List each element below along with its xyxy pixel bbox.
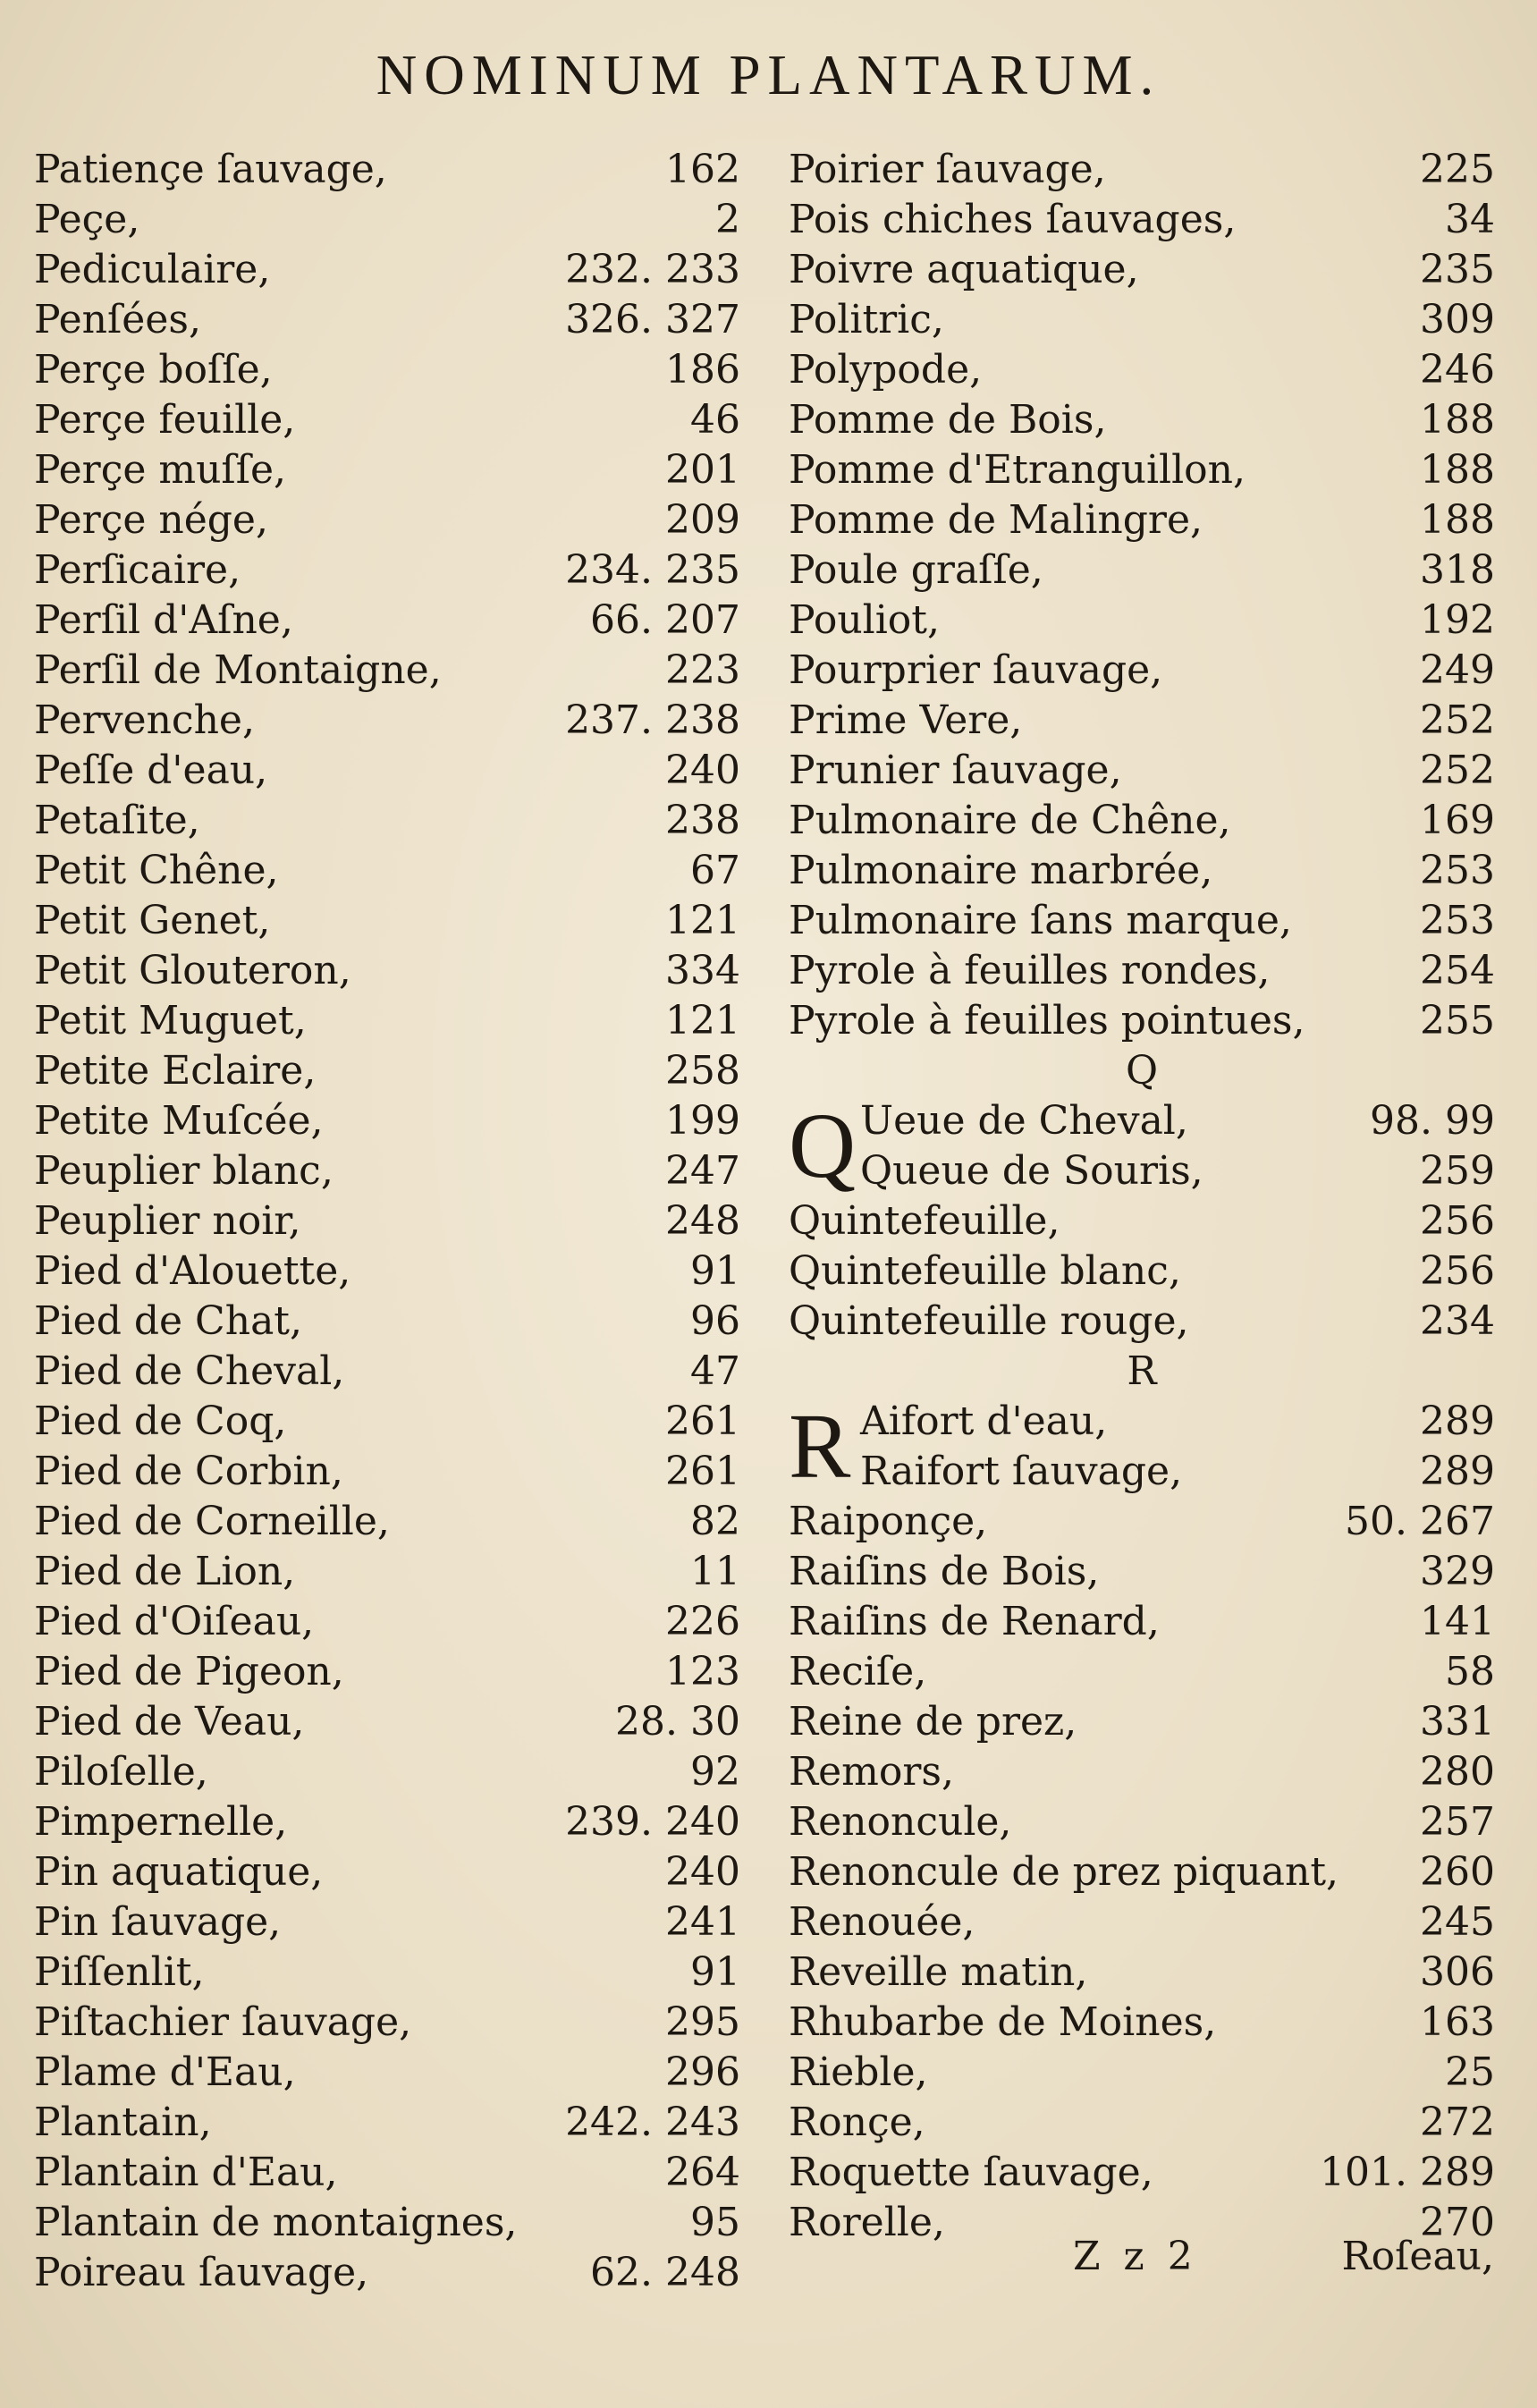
plant-name: Poule graſſe, xyxy=(789,547,1043,593)
index-entry xyxy=(789,2098,1495,2148)
index-entry xyxy=(789,696,1495,746)
page-numbers: 47 xyxy=(690,1348,740,1394)
index-entry xyxy=(789,996,1495,1046)
index-entry xyxy=(789,896,1495,946)
plant-name: Perſicaire, xyxy=(34,547,241,593)
plant-name: Polypode, xyxy=(789,347,983,393)
plant-name: Peſſe d'eau, xyxy=(34,748,268,793)
index-entry xyxy=(34,946,740,996)
index-entry xyxy=(34,1046,740,1096)
page-numbers: 248 xyxy=(665,1198,740,1244)
page-numbers: 162 xyxy=(665,147,740,192)
index-entry xyxy=(789,1847,1495,1897)
index-entry xyxy=(34,395,740,445)
plant-name: Petit Muguet, xyxy=(34,998,307,1043)
page-numbers: 237. 238 xyxy=(565,697,740,743)
page-numbers: 241 xyxy=(665,1899,740,1945)
index-entry xyxy=(789,1447,1495,1497)
plant-name: Pouliot, xyxy=(789,597,940,643)
page-numbers: 141 xyxy=(1420,1599,1495,1644)
index-entry xyxy=(789,1497,1495,1547)
plant-name: Ronçe, xyxy=(789,2100,925,2145)
index-entry xyxy=(34,1597,740,1647)
plant-name: Pied de Corbin, xyxy=(34,1449,343,1494)
index-entry xyxy=(34,896,740,946)
plant-name: Reciſe, xyxy=(789,1649,927,1694)
page-numbers: 34 xyxy=(1445,197,1495,242)
index-entry xyxy=(789,195,1495,245)
index-entry xyxy=(34,1096,740,1146)
index-entry xyxy=(789,596,1495,646)
plant-name: Quintefeuille rouge, xyxy=(789,1298,1189,1344)
index-entry xyxy=(34,1347,740,1397)
index-entry xyxy=(34,696,740,746)
page-numbers: 186 xyxy=(665,347,740,393)
page-numbers: 306 xyxy=(1420,1949,1495,1995)
plant-name: Petite Muſcée, xyxy=(34,1098,324,1144)
index-entry xyxy=(34,2048,740,2098)
index-entry xyxy=(34,1297,740,1347)
index-entry xyxy=(34,545,740,596)
plant-name: Renouée, xyxy=(789,1899,975,1945)
letter-divider xyxy=(789,1347,1495,1397)
index-entry xyxy=(34,2248,740,2298)
drop-cap: R xyxy=(789,1395,851,1498)
plant-name: Pyrole à feuilles rondes, xyxy=(789,948,1271,993)
plant-name: Patiençe ſauvage, xyxy=(34,147,387,192)
plant-name: Rorelle, xyxy=(789,2200,945,2245)
page-numbers: 238 xyxy=(665,798,740,843)
page-numbers: 169 xyxy=(1420,798,1495,843)
page-numbers: 225 xyxy=(1420,147,1495,192)
plant-name: Petit Chêne, xyxy=(34,848,279,893)
index-entry xyxy=(34,1948,740,1998)
index-entry xyxy=(34,2198,740,2248)
page-numbers: 254 xyxy=(1420,948,1495,993)
plant-name: Petaſite, xyxy=(34,798,200,843)
index-entry xyxy=(34,2098,740,2148)
index-entry xyxy=(34,796,740,846)
index-entry xyxy=(789,545,1495,596)
plant-name: Peuplier blanc, xyxy=(34,1148,334,1194)
plant-name: Remors, xyxy=(789,1749,954,1795)
index-entry xyxy=(789,746,1495,796)
plant-name: Pomme de Bois, xyxy=(789,397,1107,443)
page-numbers: 235 xyxy=(1420,247,1495,292)
plant-name: Poivre aquatique, xyxy=(789,247,1139,292)
page-numbers: 121 xyxy=(665,898,740,943)
plant-name: Plantain d'Eau, xyxy=(34,2150,338,2195)
catchword: Roſeau, xyxy=(1341,2234,1494,2279)
page-numbers: 82 xyxy=(690,1499,740,1544)
index-entry xyxy=(789,295,1495,345)
page-header: NOMINUM PLANTARUM. xyxy=(376,44,1161,106)
page-numbers: 188 xyxy=(1420,497,1495,543)
plant-name: Pimpernelle, xyxy=(34,1799,288,1845)
page-numbers: 252 xyxy=(1420,748,1495,793)
index-entry xyxy=(34,1647,740,1697)
plant-name: Perſil d'Aſne, xyxy=(34,597,293,643)
index-entry xyxy=(34,345,740,395)
index-entry xyxy=(789,796,1495,846)
plant-name: Reveille matin, xyxy=(789,1949,1088,1995)
plant-name: Plantain, xyxy=(34,2100,212,2145)
page-numbers: 2 xyxy=(715,197,740,242)
page-numbers: 295 xyxy=(665,1999,740,2045)
plant-name: Quintefeuille blanc, xyxy=(789,1248,1181,1294)
plant-name: Pied d'Alouette, xyxy=(34,1248,351,1294)
index-entry xyxy=(34,1146,740,1196)
plant-name: Pied de Lion, xyxy=(34,1549,296,1594)
index-entry xyxy=(789,1196,1495,1246)
page-numbers: 318 xyxy=(1420,547,1495,593)
index-column-right xyxy=(789,145,1495,2248)
page-numbers: 329 xyxy=(1420,1549,1495,1594)
page-numbers: 188 xyxy=(1420,397,1495,443)
page-numbers: 253 xyxy=(1420,898,1495,943)
index-entry xyxy=(789,1897,1495,1948)
plant-name: Perſil de Montaigne, xyxy=(34,647,442,693)
page-numbers: 245 xyxy=(1420,1899,1495,1945)
page-numbers: 296 xyxy=(665,2049,740,2095)
index-entry xyxy=(789,345,1495,395)
index-entry xyxy=(789,1998,1495,2048)
plant-name: Raiſins de Bois, xyxy=(789,1549,1100,1594)
page-numbers: 188 xyxy=(1420,447,1495,493)
plant-name: Petit Glouteron, xyxy=(34,948,351,993)
section-letter: R xyxy=(1127,1348,1157,1394)
index-entry xyxy=(34,495,740,545)
plant-name: Pyrole à feuilles pointues, xyxy=(789,998,1305,1043)
plant-name: Piloſelle, xyxy=(34,1749,208,1795)
page-numbers: 240 xyxy=(665,748,740,793)
index-entry xyxy=(34,846,740,896)
index-entry xyxy=(789,646,1495,696)
index-entry xyxy=(34,746,740,796)
page-numbers: 256 xyxy=(1420,1198,1495,1244)
page-numbers: 98. 99 xyxy=(1370,1098,1495,1144)
plant-name: Pin aquatique, xyxy=(34,1849,324,1895)
plant-name: Renoncule, xyxy=(789,1799,1012,1845)
plant-name: Pied de Veau, xyxy=(34,1699,305,1745)
page-numbers: 309 xyxy=(1420,297,1495,342)
index-entry xyxy=(34,1797,740,1847)
plant-name: Quintefeuille, xyxy=(789,1198,1060,1244)
index-entry xyxy=(789,1697,1495,1747)
plant-name: Pomme d'Etranguillon, xyxy=(789,447,1246,493)
index-entry xyxy=(789,1246,1495,1297)
plant-name: Peçe, xyxy=(34,197,140,242)
index-entry xyxy=(789,1747,1495,1797)
page-numbers: 199 xyxy=(665,1098,740,1144)
drop-cap: Q xyxy=(789,1094,857,1197)
page-numbers: 28. 30 xyxy=(615,1699,740,1745)
page-numbers: 257 xyxy=(1420,1799,1495,1845)
plant-name: Politric, xyxy=(789,297,944,342)
index-entry xyxy=(789,1597,1495,1647)
index-entry xyxy=(34,445,740,495)
plant-name: Pied de Corneille, xyxy=(34,1499,390,1544)
page-numbers: 246 xyxy=(1420,347,1495,393)
page-numbers: 249 xyxy=(1420,647,1495,693)
page-numbers: 11 xyxy=(690,1549,740,1594)
index-entry xyxy=(789,1297,1495,1347)
plant-name: Queue de Souris, xyxy=(860,1148,1203,1194)
index-entry xyxy=(34,1847,740,1897)
plant-name: Petite Eclaire, xyxy=(34,1048,317,1094)
plant-name: Aifort d'eau, xyxy=(860,1398,1108,1444)
index-entry xyxy=(789,1146,1495,1196)
plant-name: Pied de Pigeon, xyxy=(34,1649,344,1694)
index-entry xyxy=(789,495,1495,545)
page-numbers: 272 xyxy=(1420,2100,1495,2145)
index-entry xyxy=(789,1547,1495,1597)
page-numbers: 192 xyxy=(1420,597,1495,643)
index-entry xyxy=(789,245,1495,295)
index-entry xyxy=(34,1547,740,1597)
page-numbers: 95 xyxy=(690,2200,740,2245)
index-entry xyxy=(789,846,1495,896)
page-numbers: 91 xyxy=(690,1949,740,1995)
index-entry xyxy=(789,946,1495,996)
page-numbers: 240 xyxy=(665,1849,740,1895)
index-entry xyxy=(789,2148,1495,2198)
page-numbers: 25 xyxy=(1445,2049,1495,2095)
index-entry xyxy=(789,2048,1495,2098)
page-numbers: 201 xyxy=(665,447,740,493)
plant-name: Piſtachier ſauvage, xyxy=(34,1999,412,2045)
plant-name: Penſées, xyxy=(34,297,201,342)
index-entry xyxy=(789,445,1495,495)
plant-name: Roquette ſauvage, xyxy=(789,2150,1153,2195)
page-numbers: 234 xyxy=(1420,1298,1495,1344)
index-entry xyxy=(789,145,1495,195)
plant-name: Ueue de Cheval, xyxy=(860,1098,1188,1144)
page-numbers: 226 xyxy=(665,1599,740,1644)
index-entry xyxy=(34,295,740,345)
index-entry xyxy=(789,1797,1495,1847)
plant-name: Perçe muſſe, xyxy=(34,447,287,493)
plant-name: Pied de Chat, xyxy=(34,1298,302,1344)
page-numbers: 209 xyxy=(665,497,740,543)
index-entry xyxy=(789,395,1495,445)
page-numbers: 92 xyxy=(690,1749,740,1795)
index-entry xyxy=(34,1897,740,1948)
page-numbers: 101. 289 xyxy=(1320,2150,1495,2195)
index-entry xyxy=(34,1697,740,1747)
page-numbers: 123 xyxy=(665,1649,740,1694)
plant-name: Rhubarbe de Moines, xyxy=(789,1999,1217,2045)
page-numbers: 62. 248 xyxy=(590,2250,740,2295)
plant-name: Pourprier ſauvage, xyxy=(789,647,1163,693)
page-numbers: 163 xyxy=(1420,1999,1495,2045)
letter-divider xyxy=(789,1046,1495,1096)
page-numbers: 96 xyxy=(690,1298,740,1344)
plant-name: Raifort ſauvage, xyxy=(860,1449,1183,1494)
index-entry xyxy=(34,1747,740,1797)
page-numbers: 264 xyxy=(665,2150,740,2195)
page-numbers: 261 xyxy=(665,1398,740,1444)
page-numbers: 252 xyxy=(1420,697,1495,743)
index-entry xyxy=(34,1998,740,2048)
index-entry xyxy=(34,996,740,1046)
plant-name: Pin ſauvage, xyxy=(34,1899,282,1945)
index-entry xyxy=(34,1447,740,1497)
index-entry xyxy=(34,195,740,245)
page-numbers: 67 xyxy=(690,848,740,893)
plant-name: Pervenche, xyxy=(34,697,255,743)
plant-name: Pediculaire, xyxy=(34,247,271,292)
plant-name: Perçe nége, xyxy=(34,497,268,543)
index-entry xyxy=(34,1497,740,1547)
plant-name: Pulmonaire ſans marque, xyxy=(789,898,1292,943)
index-entry xyxy=(34,2148,740,2198)
page-numbers: 256 xyxy=(1420,1248,1495,1294)
plant-name: Pied de Coq, xyxy=(34,1398,287,1444)
plant-name: Perçe feuille, xyxy=(34,397,296,443)
page-numbers: 58 xyxy=(1445,1649,1495,1694)
plant-name: Plantain de montaignes, xyxy=(34,2200,518,2245)
plant-name: Pomme de Malingre, xyxy=(789,497,1203,543)
index-entry xyxy=(789,1948,1495,1998)
page-numbers: 255 xyxy=(1420,998,1495,1043)
index-column-left xyxy=(34,145,740,2298)
plant-name: Perçe boſſe, xyxy=(34,347,273,393)
plant-name: Peuplier noir, xyxy=(34,1198,301,1244)
index-entry xyxy=(34,1246,740,1297)
page-numbers: 234. 235 xyxy=(565,547,740,593)
page-numbers: 66. 207 xyxy=(590,597,740,643)
page-numbers: 334 xyxy=(665,948,740,993)
page-numbers: 280 xyxy=(1420,1749,1495,1795)
plant-name: Pois chiches ſauvages, xyxy=(789,197,1237,242)
plant-name: Pied de Cheval, xyxy=(34,1348,345,1394)
page-numbers: 260 xyxy=(1420,1849,1495,1895)
index-entry xyxy=(34,145,740,195)
page-numbers: 223 xyxy=(665,647,740,693)
plant-name: Rieble, xyxy=(789,2049,928,2095)
plant-name: Renoncule de prez piquant, xyxy=(789,1849,1339,1895)
plant-name: Piſſenlit, xyxy=(34,1949,205,1995)
page-numbers: 247 xyxy=(665,1148,740,1194)
plant-name: Petit Genet, xyxy=(34,898,271,943)
page-numbers: 258 xyxy=(665,1048,740,1094)
index-entry xyxy=(34,596,740,646)
plant-name: Pulmonaire marbrée, xyxy=(789,848,1213,893)
page-numbers: 242. 243 xyxy=(565,2100,740,2145)
plant-name: Poireau ſauvage, xyxy=(34,2250,369,2295)
page-numbers: 270 xyxy=(1420,2200,1495,2245)
index-entry xyxy=(34,646,740,696)
page-numbers: 232. 233 xyxy=(565,247,740,292)
index-entry xyxy=(34,1397,740,1447)
page-numbers: 259 xyxy=(1420,1148,1495,1194)
section-letter: Q xyxy=(1125,1048,1159,1094)
plant-name: Prunier ſauvage, xyxy=(789,748,1122,793)
plant-name: Pied d'Oiſeau, xyxy=(34,1599,315,1644)
plant-name: Plame d'Eau, xyxy=(34,2049,296,2095)
index-entry xyxy=(34,1196,740,1246)
index-entry xyxy=(34,245,740,295)
plant-name: Raiſins de Renard, xyxy=(789,1599,1160,1644)
plant-name: Pulmonaire de Chêne, xyxy=(789,798,1231,843)
plant-name: Reine de prez, xyxy=(789,1699,1077,1745)
page-numbers: 239. 240 xyxy=(565,1799,740,1845)
plant-name: Prime Vere, xyxy=(789,697,1023,743)
page-numbers: 46 xyxy=(690,397,740,443)
page-numbers: 326. 327 xyxy=(565,297,740,342)
signature-mark: Z z 2 xyxy=(1073,2234,1198,2279)
page-numbers: 253 xyxy=(1420,848,1495,893)
page-numbers: 289 xyxy=(1420,1449,1495,1494)
plant-name: Raiponçe, xyxy=(789,1499,988,1544)
page-numbers: 261 xyxy=(665,1449,740,1494)
page-numbers: 331 xyxy=(1420,1699,1495,1745)
index-entry xyxy=(789,1647,1495,1697)
page-numbers: 289 xyxy=(1420,1398,1495,1444)
page-numbers: 50. 267 xyxy=(1345,1499,1495,1544)
page-numbers: 91 xyxy=(690,1248,740,1294)
plant-name: Poirier ſauvage, xyxy=(789,147,1106,192)
page-numbers: 121 xyxy=(665,998,740,1043)
